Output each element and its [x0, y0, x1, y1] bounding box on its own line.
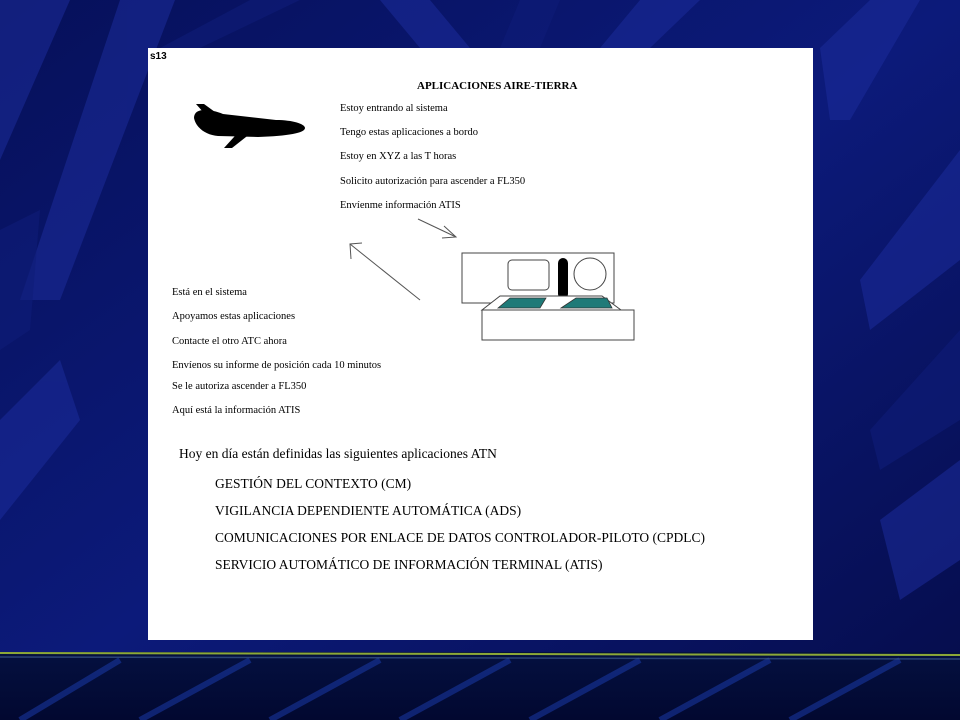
atc-message: Se le autoriza ascender a FL350 — [172, 380, 307, 392]
pilot-messages — [340, 102, 640, 223]
application-item: GESTIÓN DEL CONTEXTO (CM) — [215, 476, 412, 491]
slide-title: APLICACIONES AIRE-TIERRA — [417, 80, 578, 92]
pilot-message: Tengo estas aplicaciones a bordo — [340, 127, 479, 139]
atc-console-icon — [462, 253, 634, 340]
content-panel — [148, 48, 813, 640]
application-item: VIGILANCIA DEPENDIENTE AUTOMÁTICA (ADS) — [215, 503, 522, 518]
atc-message: Envíenos su informe de posición cada 10 minutos — [172, 359, 382, 371]
slide-id: s13 — [150, 51, 167, 62]
atc-message: Aquí está la información ATIS — [172, 405, 301, 417]
atc-messages — [172, 287, 387, 429]
atc-message: Contacte el otro ATC ahora — [172, 335, 287, 347]
pilot-message: Estoy en XYZ a las T horas — [340, 151, 457, 163]
atc-message: Está en el sistema — [172, 287, 247, 298]
application-item: SERVICIO AUTOMÁTICO DE INFORMACIÓN TERMINAL (ATIS) — [215, 557, 603, 572]
application-item: COMUNICACIONES POR ENLACE DE DATOS CONTROLADOR-PILOTO (CPDLC) — [215, 530, 706, 545]
atc-message: Apoyamos estas aplicaciones — [172, 311, 296, 323]
pilot-message: Solicito autorización para ascender a FL350 — [340, 175, 526, 187]
pilot-message: Envíenme información ATIS — [340, 199, 461, 211]
atn-applications-list — [215, 475, 810, 583]
airplane-icon — [194, 104, 305, 148]
pilot-message: Estoy entrando al sistema — [340, 103, 448, 114]
applications-intro: Hoy en día están definidas las siguientes aplicaciones ATN — [179, 446, 497, 461]
